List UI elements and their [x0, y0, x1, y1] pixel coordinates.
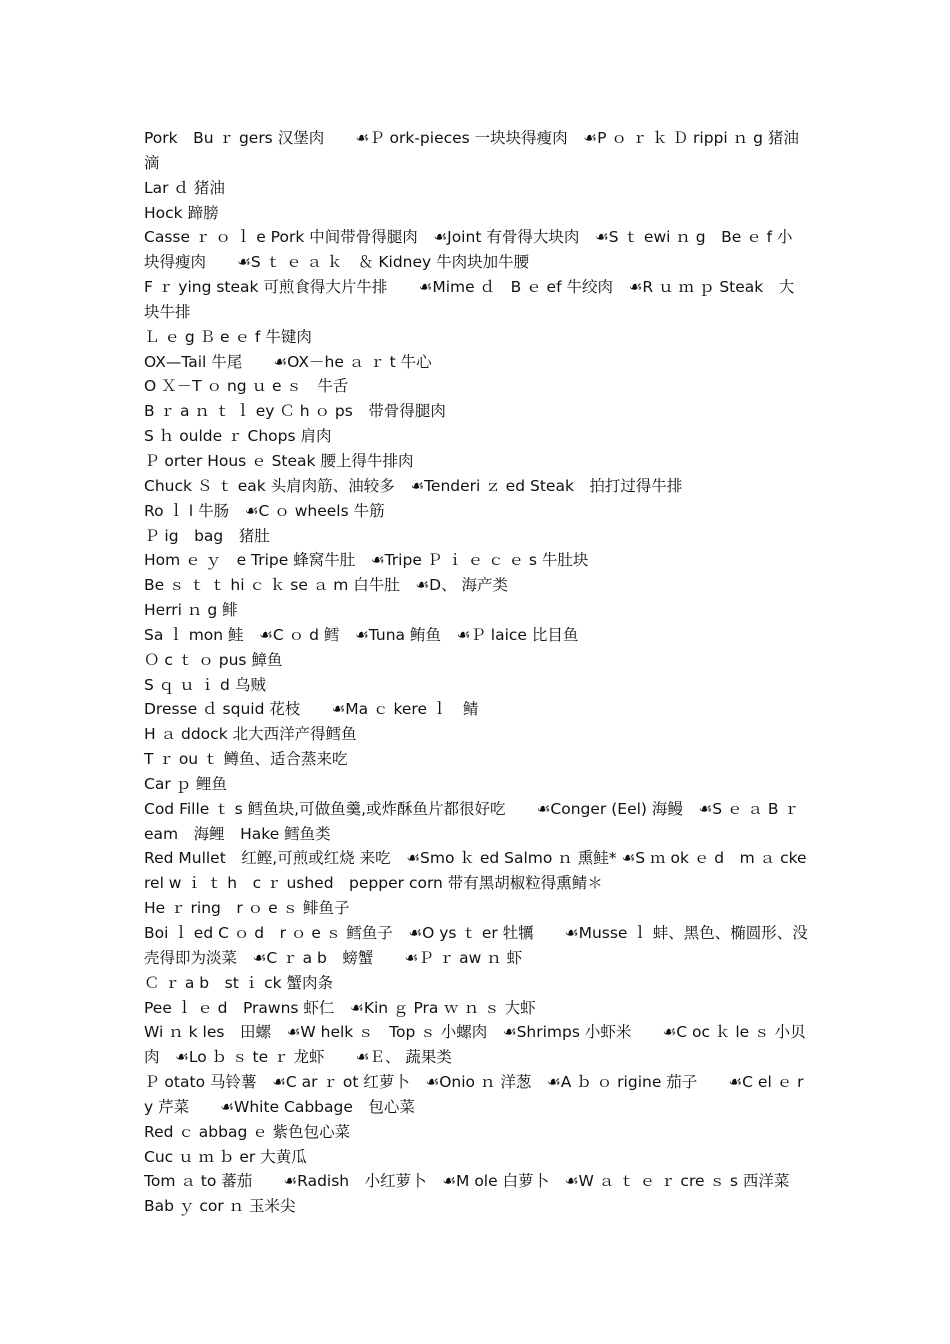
text-line: Bab ｙ cor ｎ 玉米尖: [144, 1197, 296, 1216]
text-line: Hom ｅ ｙ e Tripe 蜂窝牛肚 ☙Tripe Ｐ ｉ ｅ ｃ ｅ s 牛肚块: [144, 551, 589, 570]
text-line: O Ｘ－T ｏ ng ｕ e ｓ 牛舌: [144, 377, 349, 396]
text-line: H ａ ddock 北大西洋产得鳕鱼: [144, 725, 357, 744]
text-line: He ｒ ring r ｏ e ｓ 鲱鱼子: [144, 899, 350, 918]
text-line: T ｒ ou ｔ 鳟鱼、适合蒸来吃: [144, 750, 348, 769]
text-line: Red ｃ abbag ｅ 紫色包心菜: [144, 1122, 351, 1141]
vocabulary-text-block: [144, 126, 808, 1219]
text-line: Tom ａ to 蕃茄 ☙Radish 小红萝卜 ☙M ole 白萝卜 ☙W ａ ｔ ｅ ｒ cre ｓ s 西洋菜: [144, 1172, 790, 1191]
text-line: Be ｓ ｔ ｔ hi ｃ ｋ se ａ m 白牛肚 ☙D、 海产类: [144, 576, 509, 595]
text-line: S ｈ oulde ｒ Chops 肩肉: [144, 427, 332, 446]
text-line: Cod Fille ｔ s 鳕鱼块,可做鱼羹,或炸酥鱼片都很好吃 ☙Conger (Eel) 海鳗 ☙S ｅ ａ B ｒ eam 海鲤 Hake 鳕鱼类: [144, 799, 804, 843]
text-line: Dresse ｄ squid 花枝 ☙Ma ｃ kere ｌ 鲭: [144, 700, 479, 719]
text-line: Casse ｒ ｏ ｌ e Pork 中间带骨得腿肉 ☙Joint 有骨得大块肉 ☙S ｔ ewi ｎ g Be ｅ f 小块得瘦肉 ☙S ｔ ｅ ａ ｋ ＆ Kidney 牛肉块加牛腰: [144, 228, 793, 272]
text-line: Chuck Ｓ ｔ eak 头肩肉筋、油较多 ☙Tenderi ｚ ed Steak 拍打过得牛排: [144, 476, 683, 495]
text-line: Hock 蹄膀: [144, 203, 219, 222]
text-line: Herri ｎ g 鲱: [144, 601, 238, 620]
text-line: Wi ｎ k les 田螺 ☙W helk ｓ Top ｓ 小螺肉 ☙Shrimps 小虾米 ☙C oc ｋ le ｓ 小贝肉 ☙Lo ｂ ｓ te ｒ 龙虾 ☙Ｅ、 蔬果类: [144, 1023, 806, 1067]
text-line: Pork Bu ｒ gers 汉堡肉 ☙Ｐ ork-pieces 一块块得瘦肉 ☙P ｏ ｒ ｋ Ｄ rippi ｎ g 猪油滴: [144, 129, 799, 172]
text-line: Ｐ orter Hous ｅ Steak 腰上得牛排肉: [144, 451, 414, 470]
text-line: Pee ｌ ｅ d Prawns 虾仁 ☙Kin ｇ Pra ｗ ｎ ｓ 大虾: [144, 998, 536, 1017]
text-line: Ｃ ｒ a b st ｉ ck 蟹肉条: [144, 973, 334, 992]
text-line: Red Mullet 红鲣,可煎或红烧 来吃 ☙Smo ｋ ed Salmo ｎ 熏鲑* ☙S ｍ ok ｅ d m ａ ckerel w ｉ ｔ h c ｒ ushed pepper corn 带有黑胡椒粒得熏鲭＊: [144, 849, 807, 893]
text-line: Lar ｄ 猪油: [144, 178, 225, 197]
text-line: OX—Tail 牛尾 ☙OX－he ａ ｒ t 牛心: [144, 352, 432, 371]
text-line: S ｑ ｕ ｉ d 乌贼: [144, 675, 266, 694]
text-line: Sa ｌ mon 鲑 ☙C ｏ d 鳕 ☙Tuna 鲔鱼 ☙Ｐ laice 比目鱼: [144, 625, 579, 644]
text-line: Ｏ c ｔ ｏ pus 鱆鱼: [144, 650, 283, 669]
text-line: Car ｐ 鲤鱼: [144, 774, 228, 793]
text-line: Ｐ ig bag 猪肚: [144, 526, 270, 545]
text-line: F ｒ ying steak 可煎食得大片牛排 ☙Mime ｄ B ｅ ef 牛绞肉 ☙R ｕ ｍ ｐ Steak 大块牛排: [144, 278, 795, 321]
text-line: Ｌ ｅ g Ｂ e ｅ f 牛键肉: [144, 327, 312, 346]
text-line: Boi ｌ ed C ｏ d r ｏ e ｓ 鳕鱼子 ☙O ys ｔ er 牡犡 ☙Musse ｌ 蚌、黑色、椭圆形、没壳得即为淡菜 ☙C ｒ a b 螃蟹 ☙Ｐ ｒ aw ｎ 虾: [144, 924, 808, 967]
text-line: Ｐ otato 马铃薯 ☙C ar ｒ ot 红萝卜 ☙Onio ｎ 洋葱 ☙A ｂ ｏ rigine 茄子 ☙C el ｅ ry 芹菜 ☙White Cabbage 包心菜: [144, 1073, 804, 1116]
text-line: B ｒ a ｎ ｔ ｌ ey Ｃ h ｏ ps 带骨得腿肉: [144, 402, 446, 421]
text-line: Cuc ｕ ｍ ｂ er 大黄瓜: [144, 1147, 307, 1166]
text-line: Ro ｌ l 牛肠 ☙C ｏ wheels 牛筋: [144, 501, 385, 520]
